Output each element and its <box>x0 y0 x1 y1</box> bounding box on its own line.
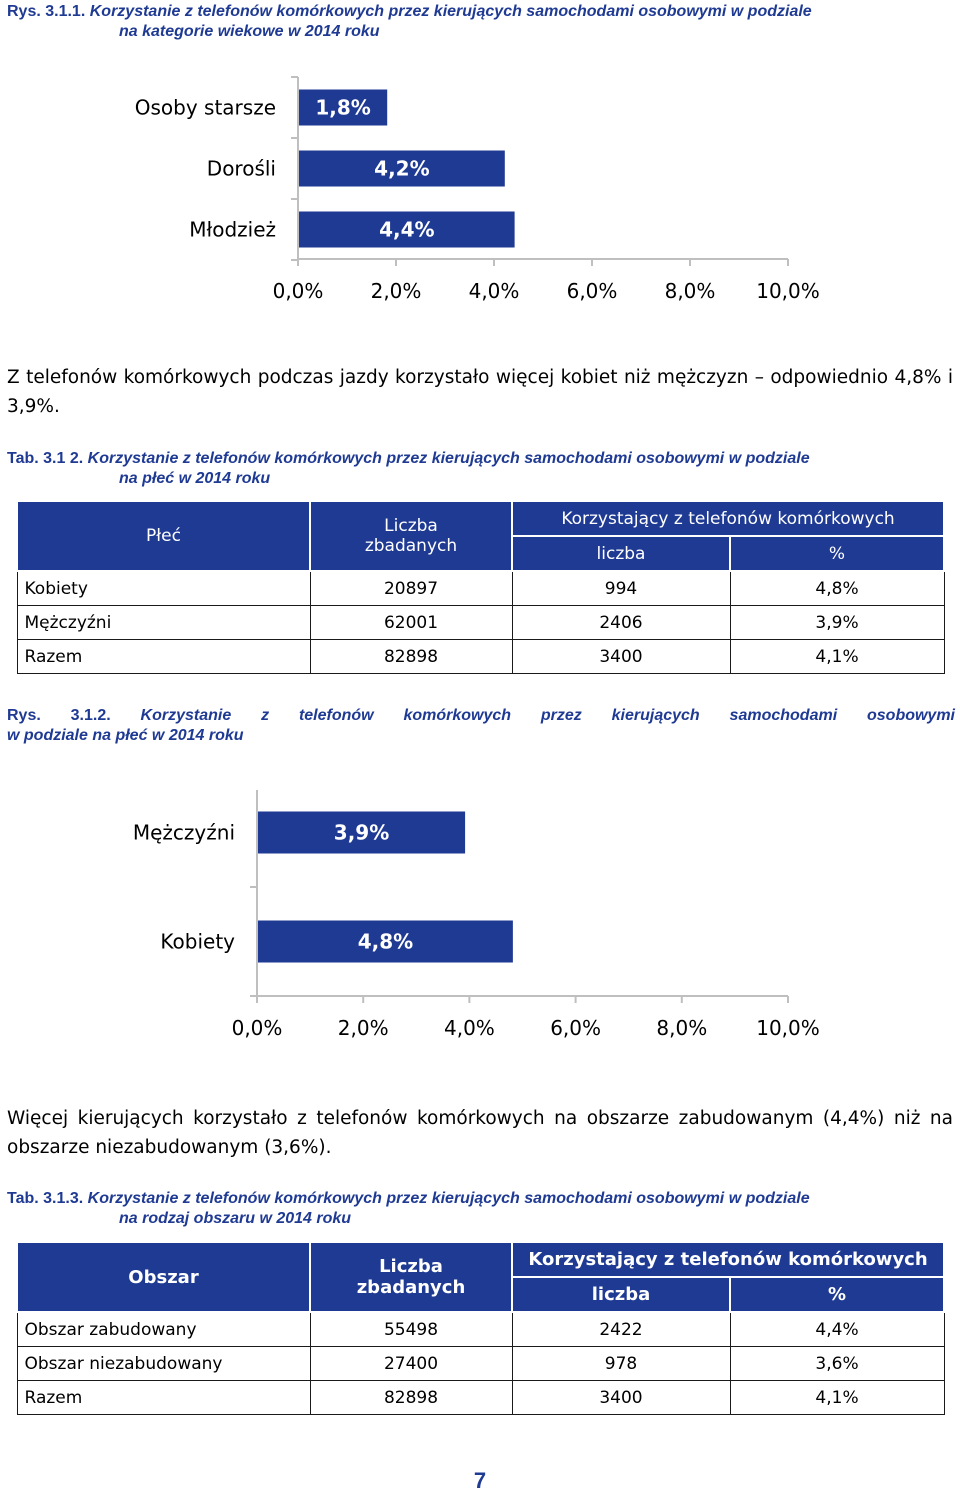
header-zbadanych: zbadanych <box>364 536 458 556</box>
figure-caption-line2 <box>7 726 955 746</box>
table-row <box>17 640 944 674</box>
x-tick-label: 4,0% <box>468 279 520 303</box>
header-zbadanych: zbadanych <box>356 1277 466 1298</box>
caption-text: Korzystanie z telefonów komórkowych przez kierujących samochodami osobowymi w podziale <box>87 1190 810 1207</box>
x-tick-label: 6,0% <box>550 1016 602 1040</box>
cell-examined: 82898 <box>310 640 512 674</box>
header-group: Korzystający z telefonów komórkowych <box>512 1242 944 1277</box>
cell-examined: 82898 <box>310 1381 512 1415</box>
gender-table <box>16 500 945 674</box>
header-liczba: Liczba <box>384 516 438 536</box>
header-percent: % <box>730 1277 944 1312</box>
header-liczba-zbadanych <box>310 1242 512 1312</box>
figure-caption <box>7 2 955 42</box>
header-liczba-zbadanych <box>310 501 512 571</box>
header-liczba-sub: liczba <box>512 1277 730 1312</box>
caption-text: Korzystanie z telefonów komórkowych przez kierujących samochodami osobowymi w podziale <box>89 3 812 20</box>
data-label: 4,2% <box>374 156 430 181</box>
x-tick-label: 2,0% <box>370 279 422 303</box>
header-group: Korzystający z telefonów komórkowych <box>512 501 944 536</box>
x-tick-label: 10,0% <box>756 1016 820 1040</box>
cell-count: 2406 <box>512 606 730 640</box>
cell-examined: 20897 <box>310 571 512 606</box>
header-liczba: Liczba <box>379 1256 443 1277</box>
x-tick-label: 0,0% <box>272 279 324 303</box>
cell-percent: 4,4% <box>730 1312 944 1347</box>
category-label: Młodzież <box>189 217 276 242</box>
cell-count: 2422 <box>512 1312 730 1347</box>
table-row <box>17 1312 944 1347</box>
cell-examined: 27400 <box>310 1347 512 1381</box>
table-caption <box>7 449 955 489</box>
x-tick-label: 0,0% <box>231 1016 283 1040</box>
category-label: Dorośli <box>206 156 276 181</box>
cell-examined: 62001 <box>310 606 512 640</box>
data-label: 4,8% <box>357 929 414 954</box>
caption-label: Tab. 3.1 2. <box>7 450 84 467</box>
x-tick-label: 6,0% <box>566 279 618 303</box>
x-tick-label: 8,0% <box>656 1016 708 1040</box>
data-label: 4,4% <box>379 217 435 242</box>
table-row <box>17 1347 944 1381</box>
cell-percent: 4,1% <box>730 1381 944 1415</box>
x-tick-label: 4,0% <box>443 1016 495 1040</box>
page-number: 7 <box>473 1468 487 1493</box>
category-label: Osoby starsze <box>134 95 276 120</box>
category-label: Mężczyźni <box>132 820 235 845</box>
x-tick-label: 8,0% <box>664 279 716 303</box>
caption-text-line2: na płeć w 2014 roku <box>119 470 271 487</box>
row-label: Razem <box>17 1381 310 1415</box>
caption-text-line2: na kategorie wiekowe w 2014 roku <box>119 23 380 40</box>
figure-caption <box>7 706 955 726</box>
cell-count: 978 <box>512 1347 730 1381</box>
caption-text: Korzystanie z telefonów komórkowych przez kierujących samochodami osobowymi w podziale <box>87 450 810 467</box>
caption-text: Korzystanie z telefonów komórkowych przez kierujących samochodami osobowymi <box>140 707 955 724</box>
row-label: Razem <box>17 640 310 674</box>
data-label: 1,8% <box>315 95 371 120</box>
caption-label: Tab. 3.1.3. <box>7 1190 84 1207</box>
row-label: Mężczyźni <box>17 606 310 640</box>
cell-count: 3400 <box>512 640 730 674</box>
data-label: 3,9% <box>333 820 390 845</box>
area-table <box>16 1241 945 1415</box>
row-label: Obszar niezabudowany <box>17 1347 310 1381</box>
caption-label: Rys. 3.1.1. <box>7 3 86 20</box>
cell-examined: 55498 <box>310 1312 512 1347</box>
cell-percent: 3,6% <box>730 1347 944 1381</box>
gender-bar-chart <box>0 790 960 1050</box>
row-label: Kobiety <box>17 571 310 606</box>
cell-percent: 4,1% <box>730 640 944 674</box>
table-caption <box>7 1189 955 1229</box>
cell-count: 994 <box>512 571 730 606</box>
x-tick-label: 10,0% <box>756 279 820 303</box>
cell-count: 3400 <box>512 1381 730 1415</box>
age-category-bar-chart <box>0 60 960 320</box>
header-plec: Płeć <box>17 501 310 571</box>
header-percent: % <box>730 536 944 571</box>
header-liczba-sub: liczba <box>512 536 730 571</box>
category-label: Kobiety <box>160 929 235 954</box>
caption-text-line2: w podziale na płeć w 2014 roku <box>7 727 244 744</box>
cell-percent: 4,8% <box>730 571 944 606</box>
row-label: Obszar zabudowany <box>17 1312 310 1347</box>
header-obszar: Obszar <box>17 1242 310 1312</box>
cell-percent: 3,9% <box>730 606 944 640</box>
body-paragraph: Z telefonów komórkowych podczas jazdy korzystało więcej kobiet niż mężczyzn – odpowiednio 4,8% i 3,9%. <box>7 367 953 417</box>
x-tick-label: 2,0% <box>337 1016 389 1040</box>
table-row <box>17 571 944 606</box>
caption-label: Rys. 3.1.2. <box>7 707 111 724</box>
table-row <box>17 1381 944 1415</box>
caption-text-line2: na rodzaj obszaru w 2014 roku <box>119 1210 352 1227</box>
table-row <box>17 606 944 640</box>
body-paragraph: Więcej kierujących korzystało z telefonów komórkowych na obszarze zabudowanym (4,4%) niż na obszarze niezabudowanym (3,6%). <box>7 1108 953 1158</box>
